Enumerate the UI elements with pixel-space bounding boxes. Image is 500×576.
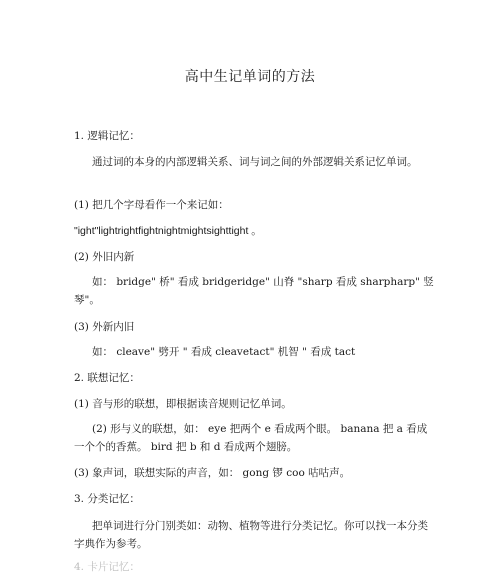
example-cleave: 如： cleave" 劈开 " 看成 cleavetact" 机智 " 看成 tact (92, 346, 356, 358)
section-heading-logic: 1. 逻辑记忆： (74, 130, 140, 142)
section-heading-card: 4. 卡片记忆： (74, 561, 140, 573)
section-heading-category: 3. 分类记忆： (74, 493, 140, 505)
example-ight: "ight"lightrightfightnightmightsighttight 。 (74, 225, 262, 237)
subheading-outer-new: (3) 外新内旧 (74, 321, 135, 333)
example-bridge: 如： bridge" 桥" 看成 bridgeridge" 山脊 "sharp 看成 sharpharp" 竖琴"。 (74, 276, 434, 306)
item-form-meaning: (2) 形与义的联想，如： eye 把两个 e 看成两个眼。 banana 把 a 看成一个个的香蕉。 bird 把 b 和 d 看成两个翅膀。 (74, 423, 428, 453)
subheading-outer-old: (2) 外旧内新 (74, 251, 135, 263)
paragraph-logic: 通过词的本身的内部逻辑关系、词与词之间的外部逻辑关系记忆单词。 (92, 156, 418, 168)
document-title: 高中生记单词的方法 (184, 69, 316, 85)
item-sound-form: (1) 音与形的联想，即根据读音规则记忆单词。 (74, 398, 292, 410)
item-onomatopoeia: (3) 象声词，联想实际的声音，如： gong 锣 coo 咕咕声。 (74, 467, 351, 479)
subheading-letters: (1) 把几个字母看作一个来记如： (74, 199, 229, 211)
paragraph-category: 把单词进行分门别类如：动物、植物等进行分类记忆。你可以找一本分类字典作为参考。 (74, 520, 428, 550)
section-heading-association: 2. 联想记忆： (74, 372, 140, 384)
